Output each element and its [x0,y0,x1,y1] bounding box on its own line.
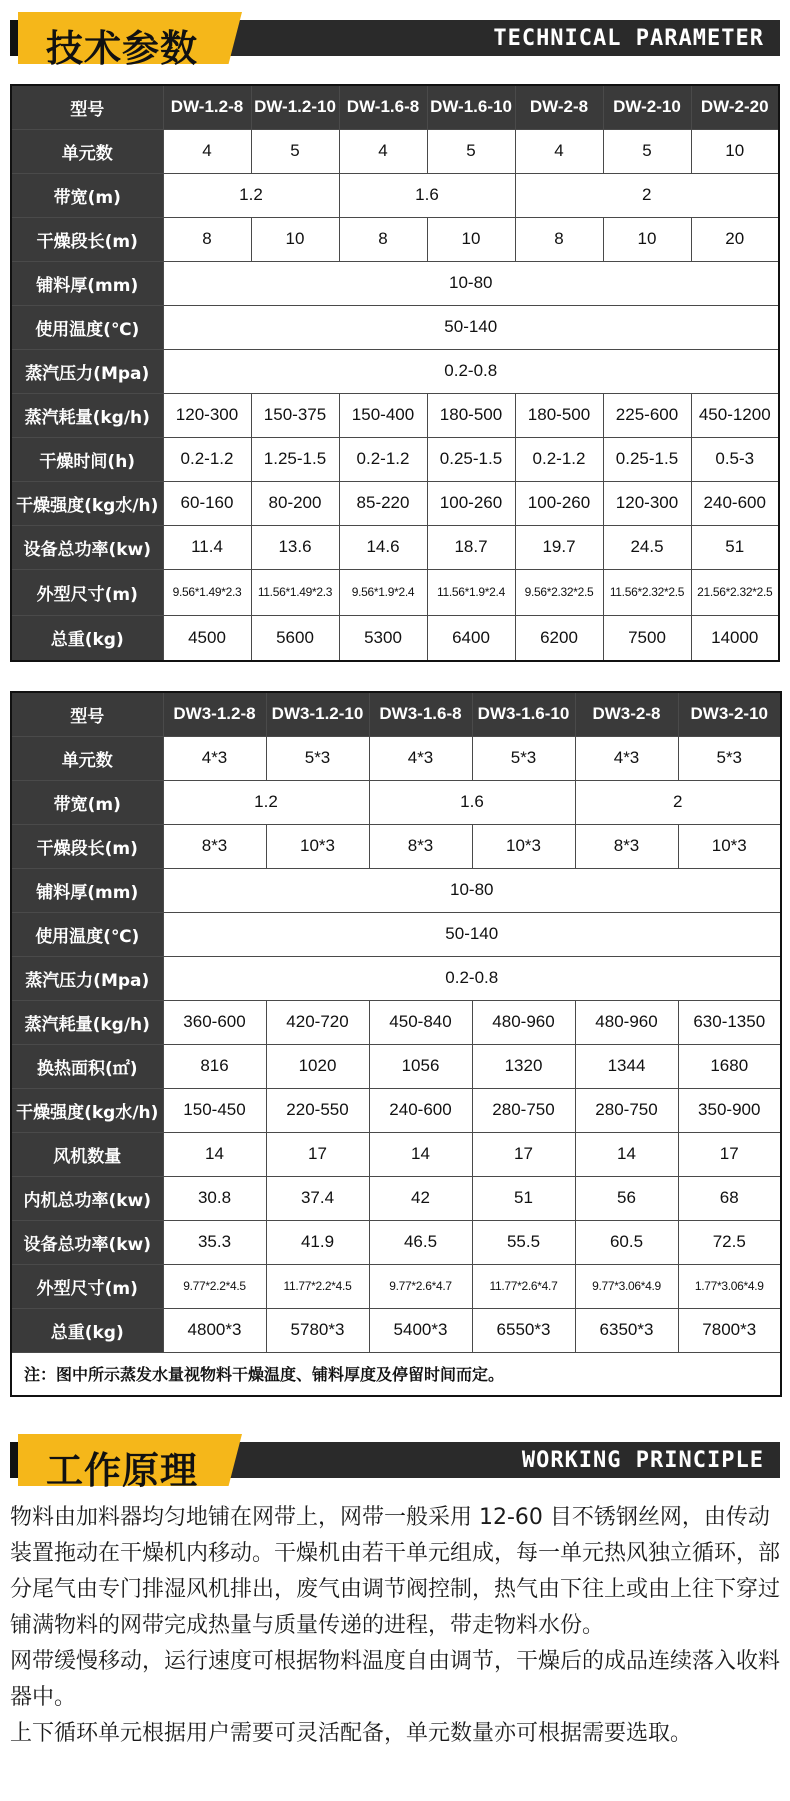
model-cell: DW3-1.2-10 [266,692,369,736]
table-cell: 4*3 [369,736,472,780]
table-cell: 14000 [691,615,779,661]
row-label: 干燥强度(kg水/h) [11,1088,163,1132]
table-cell: 5 [427,129,515,173]
table-row [11,1088,781,1132]
table-row [11,1000,781,1044]
table-row [11,217,779,261]
table-cell: 60-160 [163,481,251,525]
row-label: 风机数量 [11,1132,163,1176]
table-cell: 9.56*1.49*2.3 [163,569,251,615]
table-cell: 10*3 [472,824,575,868]
table-cell: 37.4 [266,1176,369,1220]
table-cell: 11.56*2.32*2.5 [603,569,691,615]
table-cell: 50-140 [163,305,779,349]
table-cell: 68 [678,1176,781,1220]
table-cell: 7500 [603,615,691,661]
table-cell: 8*3 [369,824,472,868]
row-label: 单元数 [11,129,163,173]
table-cell: 85-220 [339,481,427,525]
table-cell: 8 [163,217,251,261]
table-row [11,736,781,780]
table-cell: 10*3 [266,824,369,868]
row-label: 带宽(m) [11,173,163,217]
table-cell: 4800*3 [163,1308,266,1352]
table-cell: 5300 [339,615,427,661]
table-cell: 240-600 [369,1088,472,1132]
row-label: 外型尺寸(m) [11,1264,163,1308]
table-cell: 9.77*2.2*4.5 [163,1264,266,1308]
principle-paragraph: 物料由加料器均匀地铺在网带上，网带一般采用 12-60 目不锈钢丝网，由传动装置拖动在干燥机内移动。干燥机由若干单元组成，每一单元热风独立循环，部分尾气由专门排湿风机排出，废气由调节阀控制，热气由下往上或由上往下穿过铺满物料的网带完成热量与质量传递的进程，带走物料水份。 [10,1505,781,1638]
section-title-cn: 工作原理 [46,1449,198,1492]
table-cell: 24.5 [603,525,691,569]
table-note: 注：图中所示蒸发水量视物料干燥温度、铺料厚度及停留时间而定。 [11,1352,781,1396]
table-cell: 6400 [427,615,515,661]
working-principle-text [10,1500,782,1752]
row-label: 外型尺寸(m) [11,569,163,615]
table-cell: 120-300 [163,393,251,437]
row-label: 铺料厚(mm) [11,868,163,912]
table-cell: 8*3 [575,824,678,868]
model-cell: DW3-2-8 [575,692,678,736]
table-cell: 42 [369,1176,472,1220]
row-label: 蒸汽耗量(kg/h) [11,1000,163,1044]
table-cell: 46.5 [369,1220,472,1264]
table-cell: 10-80 [163,868,781,912]
table-row [11,393,779,437]
table-cell: 420-720 [266,1000,369,1044]
table-cell: 225-600 [603,393,691,437]
table-row [11,1044,781,1088]
model-cell: DW-1.2-8 [163,85,251,129]
table-cell: 120-300 [603,481,691,525]
table-cell: 21.56*2.32*2.5 [691,569,779,615]
table-cell: 19.7 [515,525,603,569]
table-cell: 4 [515,129,603,173]
table-row [11,615,779,661]
spec-table-dw [10,84,780,662]
table-cell: 20 [691,217,779,261]
table-cell: 5 [603,129,691,173]
table-cell: 6550*3 [472,1308,575,1352]
table-cell: 1680 [678,1044,781,1088]
row-label: 使用温度(℃) [11,912,163,956]
row-label: 内机总功率(kw) [11,1176,163,1220]
row-label: 设备总功率(kw) [11,1220,163,1264]
table-cell: 8 [339,217,427,261]
table-cell: 9.77*3.06*4.9 [575,1264,678,1308]
table-cell: 9.56*2.32*2.5 [515,569,603,615]
model-cell: DW-1.6-8 [339,85,427,129]
spec-table-dw3 [10,691,782,1397]
table-cell: 10 [691,129,779,173]
table-cell: 11.77*2.2*4.5 [266,1264,369,1308]
table-cell: 5400*3 [369,1308,472,1352]
table-cell: 5 [251,129,339,173]
header-slash [10,1442,18,1478]
table-cell: 51 [472,1176,575,1220]
section-title-en: WORKING PRINCIPLE [521,1448,764,1473]
section-title-cn: 技术参数 [46,27,198,70]
table-row [11,305,779,349]
table-row [11,525,779,569]
table-cell: 150-375 [251,393,339,437]
table-cell: 0.2-0.8 [163,956,781,1000]
principle-paragraph: 网带缓慢移动，运行速度可根据物料温度自由调节，干燥后的成品连续落入收料器中。 [10,1649,781,1710]
table-cell: 10 [603,217,691,261]
header-slash [10,20,18,56]
technical-parameter-header [10,12,780,70]
table-cell: 5*3 [266,736,369,780]
table-cell: 11.56*1.9*2.4 [427,569,515,615]
table-cell: 13.6 [251,525,339,569]
row-label: 使用温度(℃) [11,305,163,349]
table-cell: 150-400 [339,393,427,437]
table-cell: 480-960 [575,1000,678,1044]
table-cell: 1.6 [369,780,575,824]
table-row [11,481,779,525]
row-label: 蒸汽压力(Mpa) [11,956,163,1000]
table-cell: 0.2-0.8 [163,349,779,393]
header-cell: 型号 [11,85,163,129]
table-cell: 11.56*1.49*2.3 [251,569,339,615]
table-cell: 450-1200 [691,393,779,437]
table-cell: 50-140 [163,912,781,956]
table-cell: 180-500 [427,393,515,437]
row-label: 带宽(m) [11,780,163,824]
table-cell: 41.9 [266,1220,369,1264]
table-cell: 17 [472,1132,575,1176]
table-cell: 0.25-1.5 [427,437,515,481]
table-cell: 360-600 [163,1000,266,1044]
table-cell: 55.5 [472,1220,575,1264]
row-label: 干燥时间(h) [11,437,163,481]
table-cell: 9.77*2.6*4.7 [369,1264,472,1308]
table-row [11,956,781,1000]
model-cell: DW-1.6-10 [427,85,515,129]
table-cell: 2 [515,173,779,217]
model-cell: DW3-1.6-8 [369,692,472,736]
table-row [11,1220,781,1264]
table-cell: 280-750 [575,1088,678,1132]
table-cell: 6350*3 [575,1308,678,1352]
table-row [11,1132,781,1176]
table-row [11,824,781,868]
table-cell: 8*3 [163,824,266,868]
table-cell: 350-900 [678,1088,781,1132]
row-label: 蒸汽压力(Mpa) [11,349,163,393]
table-cell: 5780*3 [266,1308,369,1352]
principle-paragraph: 上下循环单元根据用户需要可灵活配备，单元数量亦可根据需要选取。 [10,1721,693,1746]
table-row [11,912,781,956]
table-cell: 1344 [575,1044,678,1088]
table-row [11,261,779,305]
table-cell: 1320 [472,1044,575,1088]
table-cell: 10 [251,217,339,261]
table-cell: 18.7 [427,525,515,569]
table-cell: 1056 [369,1044,472,1088]
table-cell: 51 [691,525,779,569]
table-cell: 30.8 [163,1176,266,1220]
table-cell: 35.3 [163,1220,266,1264]
table-cell: 816 [163,1044,266,1088]
table-cell: 14 [369,1132,472,1176]
row-label: 总重(kg) [11,1308,163,1352]
row-label: 蒸汽耗量(kg/h) [11,393,163,437]
model-cell: DW-1.2-10 [251,85,339,129]
table-cell: 0.25-1.5 [603,437,691,481]
table-cell: 4*3 [575,736,678,780]
table-cell: 5600 [251,615,339,661]
table-cell: 10*3 [678,824,781,868]
section-title-en: TECHNICAL PARAMETER [493,26,764,51]
model-cell: DW3-1.2-8 [163,692,266,736]
table-cell: 280-750 [472,1088,575,1132]
table-cell: 11.77*2.6*4.7 [472,1264,575,1308]
table-cell: 1020 [266,1044,369,1088]
table-cell: 56 [575,1176,678,1220]
row-label: 总重(kg) [11,615,163,661]
table-row [11,437,779,481]
table-row [11,349,779,393]
table-cell: 0.2-1.2 [163,437,251,481]
table-row [11,173,779,217]
table-cell: 100-260 [515,481,603,525]
table-cell: 5*3 [678,736,781,780]
table-header-row [11,85,779,129]
table-cell: 0.2-1.2 [339,437,427,481]
model-cell: DW3-2-10 [678,692,781,736]
table-cell: 1.25-1.5 [251,437,339,481]
table-cell: 17 [266,1132,369,1176]
table-row [11,780,781,824]
table-cell: 8 [515,217,603,261]
table-cell: 150-450 [163,1088,266,1132]
row-label: 干燥段长(m) [11,824,163,868]
table-row [11,569,779,615]
table-cell: 0.5-3 [691,437,779,481]
table-row [11,1308,781,1352]
table-cell: 60.5 [575,1220,678,1264]
table-cell: 1.77*3.06*4.9 [678,1264,781,1308]
row-label: 干燥强度(kg水/h) [11,481,163,525]
table-cell: 10 [427,217,515,261]
header-cell: 型号 [11,692,163,736]
table-cell: 10-80 [163,261,779,305]
table-cell: 220-550 [266,1088,369,1132]
table-cell: 1.2 [163,780,369,824]
table-row [11,1176,781,1220]
table-row [11,1264,781,1308]
row-label: 设备总功率(kw) [11,525,163,569]
row-label: 干燥段长(m) [11,217,163,261]
table-cell: 1.2 [163,173,339,217]
model-cell: DW-2-8 [515,85,603,129]
table-cell: 4500 [163,615,251,661]
table-cell: 72.5 [678,1220,781,1264]
table-cell: 180-500 [515,393,603,437]
table-cell: 5*3 [472,736,575,780]
model-cell: DW-2-20 [691,85,779,129]
table-cell: 9.56*1.9*2.4 [339,569,427,615]
table-cell: 6200 [515,615,603,661]
table-cell: 1.6 [339,173,515,217]
table-cell: 4 [163,129,251,173]
table-cell: 0.2-1.2 [515,437,603,481]
table-cell: 14 [163,1132,266,1176]
row-label: 换热面积(㎡) [11,1044,163,1088]
table-cell: 630-1350 [678,1000,781,1044]
table-header-row [11,692,781,736]
table-cell: 11.4 [163,525,251,569]
table-cell: 14.6 [339,525,427,569]
table-cell: 240-600 [691,481,779,525]
table-cell: 80-200 [251,481,339,525]
model-cell: DW-2-10 [603,85,691,129]
table-cell: 100-260 [427,481,515,525]
row-label: 铺料厚(mm) [11,261,163,305]
table-note-row [11,1352,781,1396]
table-row [11,129,779,173]
table-cell: 4 [339,129,427,173]
table-cell: 450-840 [369,1000,472,1044]
table-cell: 2 [575,780,781,824]
table-cell: 7800*3 [678,1308,781,1352]
table-row [11,868,781,912]
model-cell: DW3-1.6-10 [472,692,575,736]
table-cell: 4*3 [163,736,266,780]
table-cell: 480-960 [472,1000,575,1044]
table-cell: 17 [678,1132,781,1176]
working-principle-header [10,1434,780,1492]
row-label: 单元数 [11,736,163,780]
table-cell: 14 [575,1132,678,1176]
